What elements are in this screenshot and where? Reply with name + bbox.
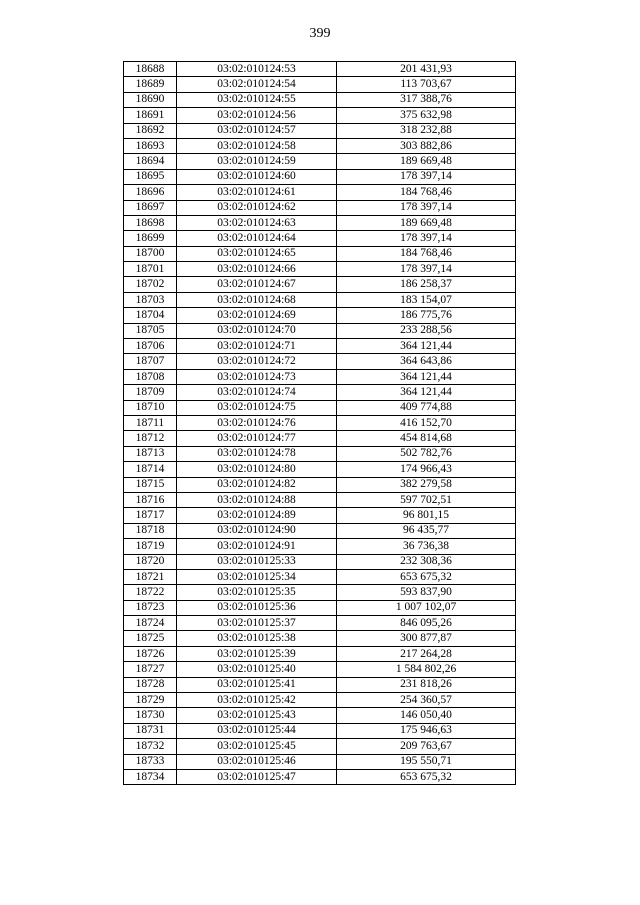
amount-cell: 653 675,32 <box>337 769 516 784</box>
row-number-cell: 18720 <box>124 554 177 569</box>
row-number-cell: 18726 <box>124 646 177 661</box>
table-row <box>124 693 516 708</box>
table-row <box>124 277 516 292</box>
amount-cell: 178 397,14 <box>337 262 516 277</box>
cadastral-number-cell: 03:02:010124:90 <box>177 523 337 538</box>
page-number: 399 <box>309 26 331 41</box>
amount-cell: 364 121,44 <box>337 339 516 354</box>
row-number-cell: 18704 <box>124 308 177 323</box>
cadastral-number-cell: 03:02:010125:36 <box>177 600 337 615</box>
cadastral-number-cell: 03:02:010124:89 <box>177 508 337 523</box>
table-row <box>124 339 516 354</box>
cadastral-number-cell: 03:02:010124:74 <box>177 385 337 400</box>
table-row <box>124 77 516 92</box>
cadastral-number-cell: 03:02:010124:80 <box>177 462 337 477</box>
amount-cell: 364 121,44 <box>337 385 516 400</box>
cadastral-number-cell: 03:02:010124:64 <box>177 231 337 246</box>
cadastral-number-cell: 03:02:010124:77 <box>177 431 337 446</box>
table-row <box>124 662 516 677</box>
cadastral-number-cell: 03:02:010124:69 <box>177 308 337 323</box>
amount-cell: 174 966,43 <box>337 462 516 477</box>
amount-cell: 1 584 802,26 <box>337 662 516 677</box>
table-row <box>124 769 516 784</box>
table-row <box>124 385 516 400</box>
amount-cell: 1 007 102,07 <box>337 600 516 615</box>
row-number-cell: 18728 <box>124 677 177 692</box>
amount-cell: 303 882,86 <box>337 138 516 153</box>
cadastral-number-cell: 03:02:010125:47 <box>177 769 337 784</box>
cadastral-number-cell: 03:02:010125:39 <box>177 646 337 661</box>
amount-cell: 409 774,88 <box>337 400 516 415</box>
table-row <box>124 92 516 107</box>
table-row <box>124 539 516 554</box>
row-number-cell: 18699 <box>124 231 177 246</box>
amount-cell: 454 814,68 <box>337 431 516 446</box>
table-row <box>124 739 516 754</box>
amount-cell: 96 435,77 <box>337 523 516 538</box>
amount-cell: 146 050,40 <box>337 708 516 723</box>
amount-cell: 846 095,26 <box>337 616 516 631</box>
row-number-cell: 18717 <box>124 508 177 523</box>
table-row <box>124 554 516 569</box>
amount-cell: 653 675,32 <box>337 569 516 584</box>
amount-cell: 186 258,37 <box>337 277 516 292</box>
table-row <box>124 246 516 261</box>
amount-cell: 593 837,90 <box>337 585 516 600</box>
table-row <box>124 462 516 477</box>
cadastral-number-cell: 03:02:010124:58 <box>177 138 337 153</box>
cadastral-number-cell: 03:02:010125:38 <box>177 631 337 646</box>
row-number-cell: 18721 <box>124 569 177 584</box>
cadastral-number-cell: 03:02:010124:73 <box>177 369 337 384</box>
table-row <box>124 400 516 415</box>
table-row <box>124 215 516 230</box>
table-row <box>124 569 516 584</box>
table-row <box>124 523 516 538</box>
table-row <box>124 292 516 307</box>
row-number-cell: 18694 <box>124 154 177 169</box>
cadastral-number-cell: 03:02:010124:57 <box>177 123 337 138</box>
row-number-cell: 18713 <box>124 446 177 461</box>
cadastral-number-cell: 03:02:010125:34 <box>177 569 337 584</box>
row-number-cell: 18693 <box>124 138 177 153</box>
cadastral-number-cell: 03:02:010124:53 <box>177 62 337 77</box>
row-number-cell: 18703 <box>124 292 177 307</box>
table-row <box>124 123 516 138</box>
cadastral-number-cell: 03:02:010124:78 <box>177 446 337 461</box>
cadastral-number-cell: 03:02:010125:45 <box>177 739 337 754</box>
amount-cell: 364 643,86 <box>337 354 516 369</box>
table-row <box>124 415 516 430</box>
amount-cell: 96 801,15 <box>337 508 516 523</box>
cadastral-number-cell: 03:02:010124:71 <box>177 339 337 354</box>
row-number-cell: 18707 <box>124 354 177 369</box>
amount-cell: 382 279,58 <box>337 477 516 492</box>
amount-cell: 184 768,46 <box>337 185 516 200</box>
row-number-cell: 18719 <box>124 539 177 554</box>
row-number-cell: 18732 <box>124 739 177 754</box>
row-number-cell: 18689 <box>124 77 177 92</box>
cadastral-number-cell: 03:02:010125:44 <box>177 723 337 738</box>
cadastral-number-cell: 03:02:010124:76 <box>177 415 337 430</box>
amount-cell: 189 669,48 <box>337 215 516 230</box>
table-row <box>124 708 516 723</box>
cadastral-number-cell: 03:02:010124:59 <box>177 154 337 169</box>
table-row <box>124 169 516 184</box>
amount-cell: 209 763,67 <box>337 739 516 754</box>
table-row <box>124 431 516 446</box>
table-row <box>124 585 516 600</box>
table-row <box>124 723 516 738</box>
amount-cell: 113 703,67 <box>337 77 516 92</box>
data-table <box>123 61 516 785</box>
amount-cell: 502 782,76 <box>337 446 516 461</box>
amount-cell: 178 397,14 <box>337 231 516 246</box>
row-number-cell: 18702 <box>124 277 177 292</box>
row-number-cell: 18701 <box>124 262 177 277</box>
table-row <box>124 262 516 277</box>
amount-cell: 183 154,07 <box>337 292 516 307</box>
amount-cell: 318 232,88 <box>337 123 516 138</box>
cadastral-number-cell: 03:02:010125:42 <box>177 693 337 708</box>
row-number-cell: 18697 <box>124 200 177 215</box>
cadastral-number-cell: 03:02:010124:54 <box>177 77 337 92</box>
row-number-cell: 18730 <box>124 708 177 723</box>
amount-cell: 375 632,98 <box>337 108 516 123</box>
amount-cell: 232 308,36 <box>337 554 516 569</box>
cadastral-number-cell: 03:02:010124:75 <box>177 400 337 415</box>
amount-cell: 189 669,48 <box>337 154 516 169</box>
row-number-cell: 18706 <box>124 339 177 354</box>
table-row <box>124 138 516 153</box>
amount-cell: 231 818,26 <box>337 677 516 692</box>
row-number-cell: 18712 <box>124 431 177 446</box>
amount-cell: 186 775,76 <box>337 308 516 323</box>
amount-cell: 217 264,28 <box>337 646 516 661</box>
cadastral-number-cell: 03:02:010124:72 <box>177 354 337 369</box>
cadastral-number-cell: 03:02:010125:33 <box>177 554 337 569</box>
cadastral-number-cell: 03:02:010124:88 <box>177 492 337 507</box>
cadastral-number-cell: 03:02:010124:62 <box>177 200 337 215</box>
amount-cell: 195 550,71 <box>337 754 516 769</box>
table-row <box>124 754 516 769</box>
table-row <box>124 600 516 615</box>
table-row <box>124 200 516 215</box>
row-number-cell: 18716 <box>124 492 177 507</box>
table-row <box>124 646 516 661</box>
amount-cell: 317 388,76 <box>337 92 516 107</box>
row-number-cell: 18700 <box>124 246 177 261</box>
cadastral-number-cell: 03:02:010124:82 <box>177 477 337 492</box>
amount-cell: 178 397,14 <box>337 169 516 184</box>
cadastral-number-cell: 03:02:010124:65 <box>177 246 337 261</box>
table-body <box>124 62 516 785</box>
row-number-cell: 18729 <box>124 693 177 708</box>
row-number-cell: 18723 <box>124 600 177 615</box>
row-number-cell: 18691 <box>124 108 177 123</box>
cadastral-number-cell: 03:02:010124:60 <box>177 169 337 184</box>
cadastral-number-cell: 03:02:010124:63 <box>177 215 337 230</box>
row-number-cell: 18710 <box>124 400 177 415</box>
row-number-cell: 18714 <box>124 462 177 477</box>
cadastral-number-cell: 03:02:010125:41 <box>177 677 337 692</box>
row-number-cell: 18709 <box>124 385 177 400</box>
table-row <box>124 62 516 77</box>
row-number-cell: 18690 <box>124 92 177 107</box>
table-row <box>124 616 516 631</box>
table-row <box>124 231 516 246</box>
cadastral-number-cell: 03:02:010124:55 <box>177 92 337 107</box>
row-number-cell: 18692 <box>124 123 177 138</box>
amount-cell: 36 736,38 <box>337 539 516 554</box>
amount-cell: 233 288,56 <box>337 323 516 338</box>
row-number-cell: 18715 <box>124 477 177 492</box>
row-number-cell: 18705 <box>124 323 177 338</box>
table-row <box>124 323 516 338</box>
table-row <box>124 154 516 169</box>
table-row <box>124 108 516 123</box>
row-number-cell: 18722 <box>124 585 177 600</box>
row-number-cell: 18688 <box>124 62 177 77</box>
table-row <box>124 185 516 200</box>
cadastral-number-cell: 03:02:010125:43 <box>177 708 337 723</box>
row-number-cell: 18711 <box>124 415 177 430</box>
table-row <box>124 446 516 461</box>
cadastral-number-cell: 03:02:010125:46 <box>177 754 337 769</box>
row-number-cell: 18725 <box>124 631 177 646</box>
cadastral-number-cell: 03:02:010125:37 <box>177 616 337 631</box>
row-number-cell: 18698 <box>124 215 177 230</box>
amount-cell: 254 360,57 <box>337 693 516 708</box>
cadastral-number-cell: 03:02:010124:56 <box>177 108 337 123</box>
cadastral-number-cell: 03:02:010125:35 <box>177 585 337 600</box>
amount-cell: 201 431,93 <box>337 62 516 77</box>
row-number-cell: 18695 <box>124 169 177 184</box>
table-row <box>124 631 516 646</box>
amount-cell: 184 768,46 <box>337 246 516 261</box>
table-row <box>124 308 516 323</box>
table-row <box>124 477 516 492</box>
row-number-cell: 18734 <box>124 769 177 784</box>
row-number-cell: 18708 <box>124 369 177 384</box>
row-number-cell: 18724 <box>124 616 177 631</box>
table-row <box>124 677 516 692</box>
amount-cell: 175 946,63 <box>337 723 516 738</box>
row-number-cell: 18733 <box>124 754 177 769</box>
row-number-cell: 18696 <box>124 185 177 200</box>
amount-cell: 364 121,44 <box>337 369 516 384</box>
row-number-cell: 18731 <box>124 723 177 738</box>
table-row <box>124 508 516 523</box>
cadastral-number-cell: 03:02:010125:40 <box>177 662 337 677</box>
table-row <box>124 369 516 384</box>
cadastral-number-cell: 03:02:010124:70 <box>177 323 337 338</box>
row-number-cell: 18718 <box>124 523 177 538</box>
amount-cell: 178 397,14 <box>337 200 516 215</box>
cadastral-number-cell: 03:02:010124:68 <box>177 292 337 307</box>
amount-cell: 300 877,87 <box>337 631 516 646</box>
table-row <box>124 492 516 507</box>
row-number-cell: 18727 <box>124 662 177 677</box>
table-row <box>124 354 516 369</box>
amount-cell: 597 702,51 <box>337 492 516 507</box>
cadastral-number-cell: 03:02:010124:61 <box>177 185 337 200</box>
amount-cell: 416 152,70 <box>337 415 516 430</box>
cadastral-number-cell: 03:02:010124:67 <box>177 277 337 292</box>
cadastral-number-cell: 03:02:010124:66 <box>177 262 337 277</box>
cadastral-number-cell: 03:02:010124:91 <box>177 539 337 554</box>
